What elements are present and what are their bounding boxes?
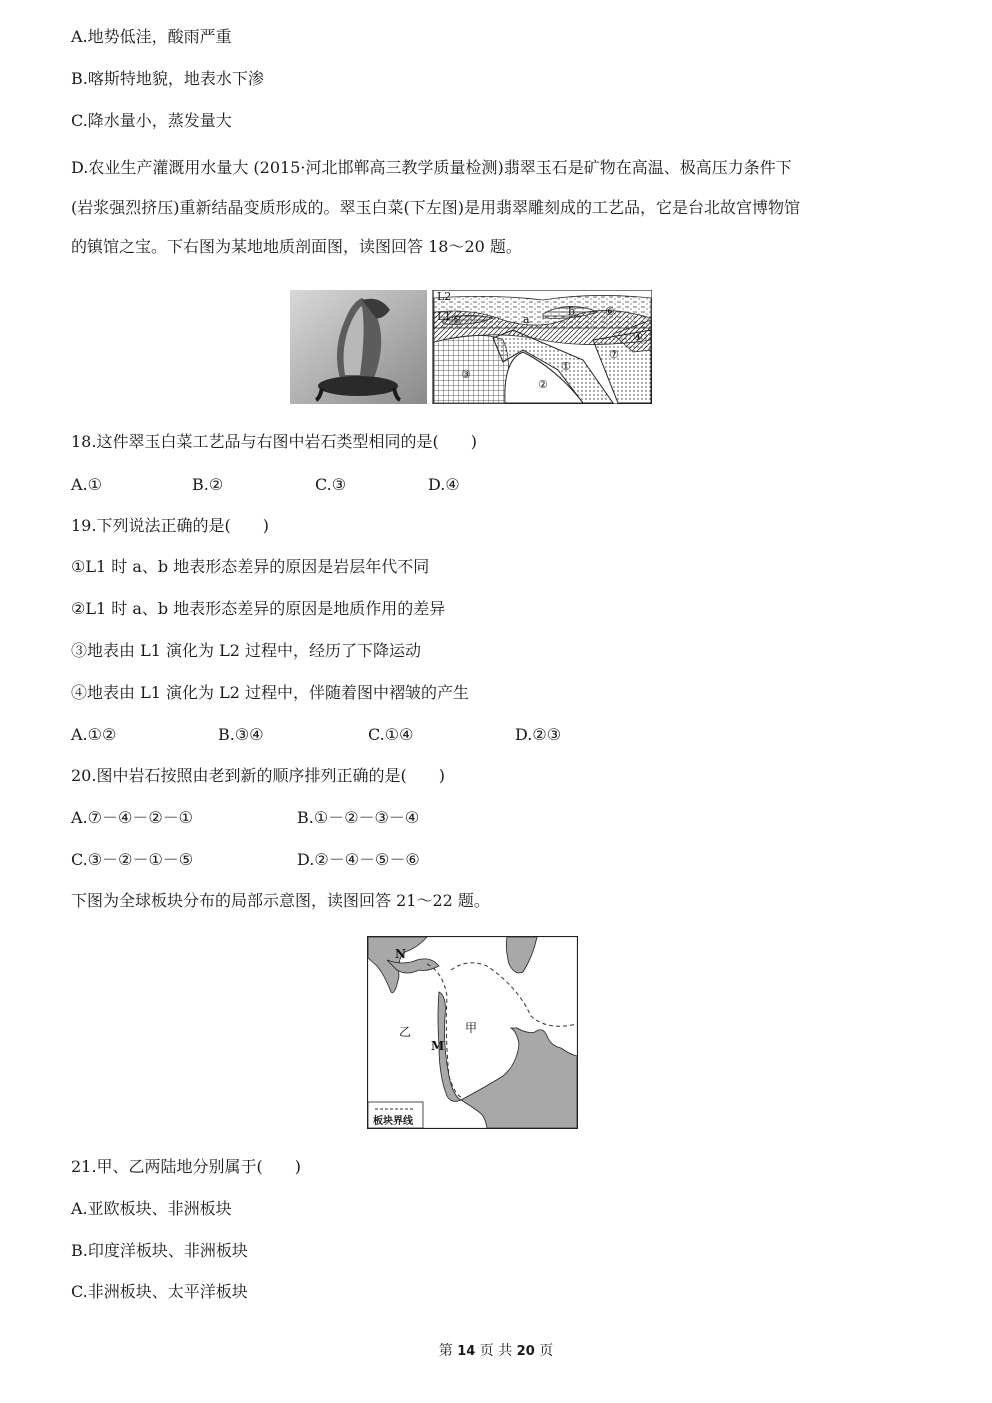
q19-option-a: A.①② [71, 725, 117, 744]
jade-cabbage-photo [290, 290, 427, 404]
q21-option-c: C.非洲板块、太平洋板块 [71, 1282, 248, 1301]
label-b: b [568, 305, 576, 318]
label-l1: L1 [437, 310, 452, 323]
q18-option-d: D.④ [428, 475, 460, 494]
page-footer [0, 1340, 992, 1360]
map-legend [368, 1102, 423, 1128]
q19-stem: 19.下列说法正确的是( ) [71, 516, 269, 535]
label-m: M [431, 1039, 445, 1053]
label-1: ① [561, 360, 571, 373]
q19-option-c: C.①④ [368, 725, 414, 744]
q18-option-c: C.③ [315, 475, 347, 494]
q19-option-d: D.②③ [515, 725, 562, 744]
figure-jade-and-section [290, 290, 652, 404]
label-3: ③ [461, 368, 471, 381]
label-yi: 乙 [399, 1025, 412, 1039]
label-jia: 甲 [465, 1021, 478, 1035]
q17-option-b: B.喀斯特地貌，地表水下渗 [71, 69, 264, 88]
label-6: ⑥ [605, 305, 615, 318]
q18-option-a: A.① [71, 475, 102, 494]
figure-plate-map [367, 936, 578, 1129]
q18-stem: 18.这件翠玉白菜工艺品与右图中岩石类型相同的是( ) [71, 432, 477, 451]
q17-option-a: A.地势低洼，酸雨严重 [71, 27, 232, 46]
label-2: ② [538, 378, 548, 391]
q20-option-d: D.②－④－⑤－⑥ [297, 850, 420, 869]
q19-statement-3: ③地表由 L1 演化为 L2 过程中，经历了下降运动 [71, 641, 421, 660]
q19-statement-1: ①L1 时 a、b 地表形态差异的原因是岩层年代不同 [71, 557, 430, 576]
q21-stem: 21.甲、乙两陆地分别属于( ) [71, 1157, 301, 1176]
q20-stem: 20.图中岩石按照由老到新的顺序排列正确的是( ) [71, 766, 445, 785]
q19-statement-2: ②L1 时 a、b 地表形态差异的原因是地质作用的差异 [71, 599, 446, 618]
intro18-line3: 的镇馆之宝。下右图为某地地质剖面图，读图回答 18～20 题。 [71, 237, 522, 256]
q17-option-c: C.降水量小，蒸发量大 [71, 111, 232, 130]
q19-option-b: B.③④ [218, 725, 264, 744]
footer-total-pages: 20 [516, 1344, 535, 1359]
footer-post: 页 [539, 1343, 554, 1359]
q20-option-c: C.③－②－①－⑤ [71, 850, 194, 869]
label-a: a [523, 313, 530, 326]
footer-page-number: 14 [457, 1344, 476, 1359]
q18-option-b: B.② [192, 475, 224, 494]
intro18-line2: (岩浆强烈挤压)重新结晶变质形成的。翠玉白菜(下左图)是用翡翠雕刻成的工艺品，它是台北故宫博物馆 [71, 198, 800, 217]
q21-option-a: A.亚欧板块、非洲板块 [71, 1199, 232, 1218]
footer-mid: 页 共 [479, 1343, 513, 1359]
label-4: ④ [633, 330, 643, 343]
legend-label: 板块界线 [373, 1116, 413, 1127]
label-7: ⑦ [609, 348, 619, 361]
intro21: 下图为全球板块分布的局部示意图，读图回答 21～22 题。 [71, 891, 490, 910]
q21-option-b: B.印度洋板块、非洲板块 [71, 1241, 248, 1260]
q17-option-d: D.农业生产灌溉用水量大 (2015·河北邯郸高三教学质量检测)翡翠玉石是矿物在高温、极高压力条件下 [71, 158, 792, 177]
label-n: N [395, 947, 406, 961]
q20-option-b: B.①－②－③－④ [297, 808, 420, 827]
label-5: ⑤ [451, 313, 461, 326]
q19-statement-4: ④地表由 L1 演化为 L2 过程中，伴随着图中褶皱的产生 [71, 683, 469, 702]
q20-option-a: A.⑦－④－②－① [71, 808, 194, 827]
label-l2: L2 [437, 290, 452, 303]
geologic-section [433, 290, 652, 404]
footer-pre: 第 [438, 1343, 453, 1359]
